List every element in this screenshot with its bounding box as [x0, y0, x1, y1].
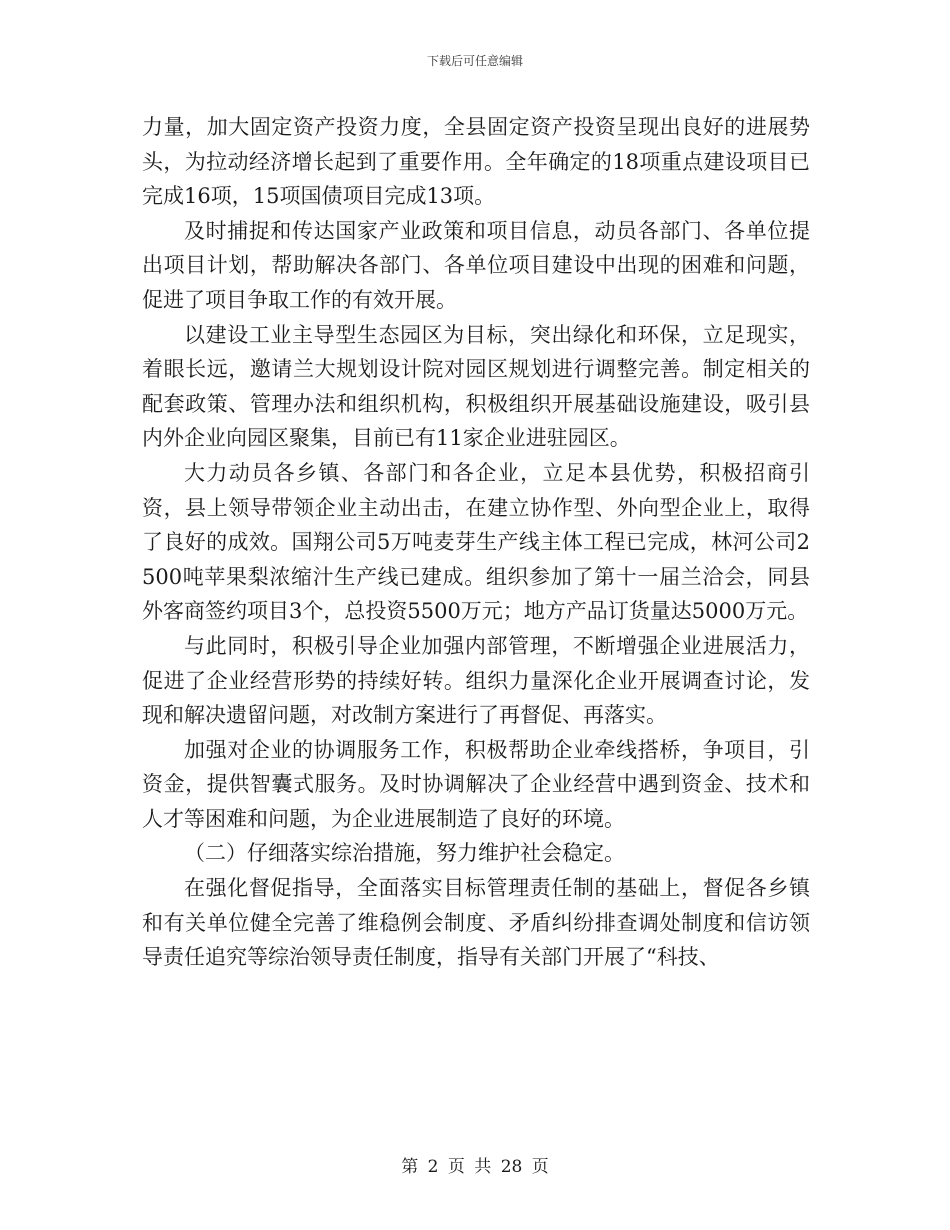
paragraph-3: 以建设工业主导型生态园区为目标，突出绿化和环保，立足现实，着眼长远，邀请兰大规划设计院对园区规划进行调整完善。制定相关的配套政策、管理办法和组织机构，积极组织开展基础设施建设，吸引县内外企业向园区聚集，目前已有11家企业进驻园区。 — [142, 322, 810, 451]
page-header-note: 下载后可任意编辑 — [426, 54, 523, 68]
document-body — [142, 110, 810, 975]
paragraph-6: 加强对企业的协调服务工作，积极帮助企业牵线搭桥，争项目，引资金，提供智囊式服务。及时协调解决了企业经营中遇到资金、技术和人才等困难和问题，为企业进展制造了良好的环境。 — [142, 737, 810, 831]
paragraph-7: 在强化督促指导，全面落实目标管理责任制的基础上，督促各乡镇和有关单位健全完善了维稳例会制度、矛盾纠纷排查调处制度和信访领导责任追究等综治领导责任制度，指导有关部门开展了“科技、 — [142, 876, 810, 970]
paragraph-1: 力量，加大固定资产投资力度，全县固定资产投资呈现出良好的进展势头，为拉动经济增长起到了重要作用。全年确定的18项重点建设项目已完成16项，15项国债项目完成13项。 — [142, 115, 810, 209]
paragraph-5: 与此同时，积极引导企业加强内部管理，不断增强企业进展活力，促进了企业经营形势的持续好转。组织力量深化企业开展调查讨论，发现和解决遗留问题，对改制方案进行了再督促、再落实。 — [142, 633, 810, 728]
paragraph-4: 大力动员各乡镇、各部门和各企业，立足本县优势，积极招商引资，县上领导带领企业主动出击，在建立协作型、外向型企业上，取得了良好的成效。国翔公司5万吨麦芽生产线主体工程已完成，林河公司2500吨苹果梨浓缩汁生产线已建成。组织参加了第十一届兰洽会，同县外客商签约项目3个，总投资5500万元；地方产品订货量达5000万元。 — [142, 460, 810, 624]
section-heading: （二）仔细落实综治措施，努力维护社会稳定。 — [184, 841, 625, 866]
paragraph-2: 及时捕捉和传达国家产业政策和项目信息，动员各部门、各单位提出项目计划，帮助解决各部门、各单位项目建设中出现的困难和问题，促进了项目争取工作的有效开展。 — [142, 218, 810, 312]
page-number: 第 2 页 共 28 页 — [401, 1157, 549, 1177]
